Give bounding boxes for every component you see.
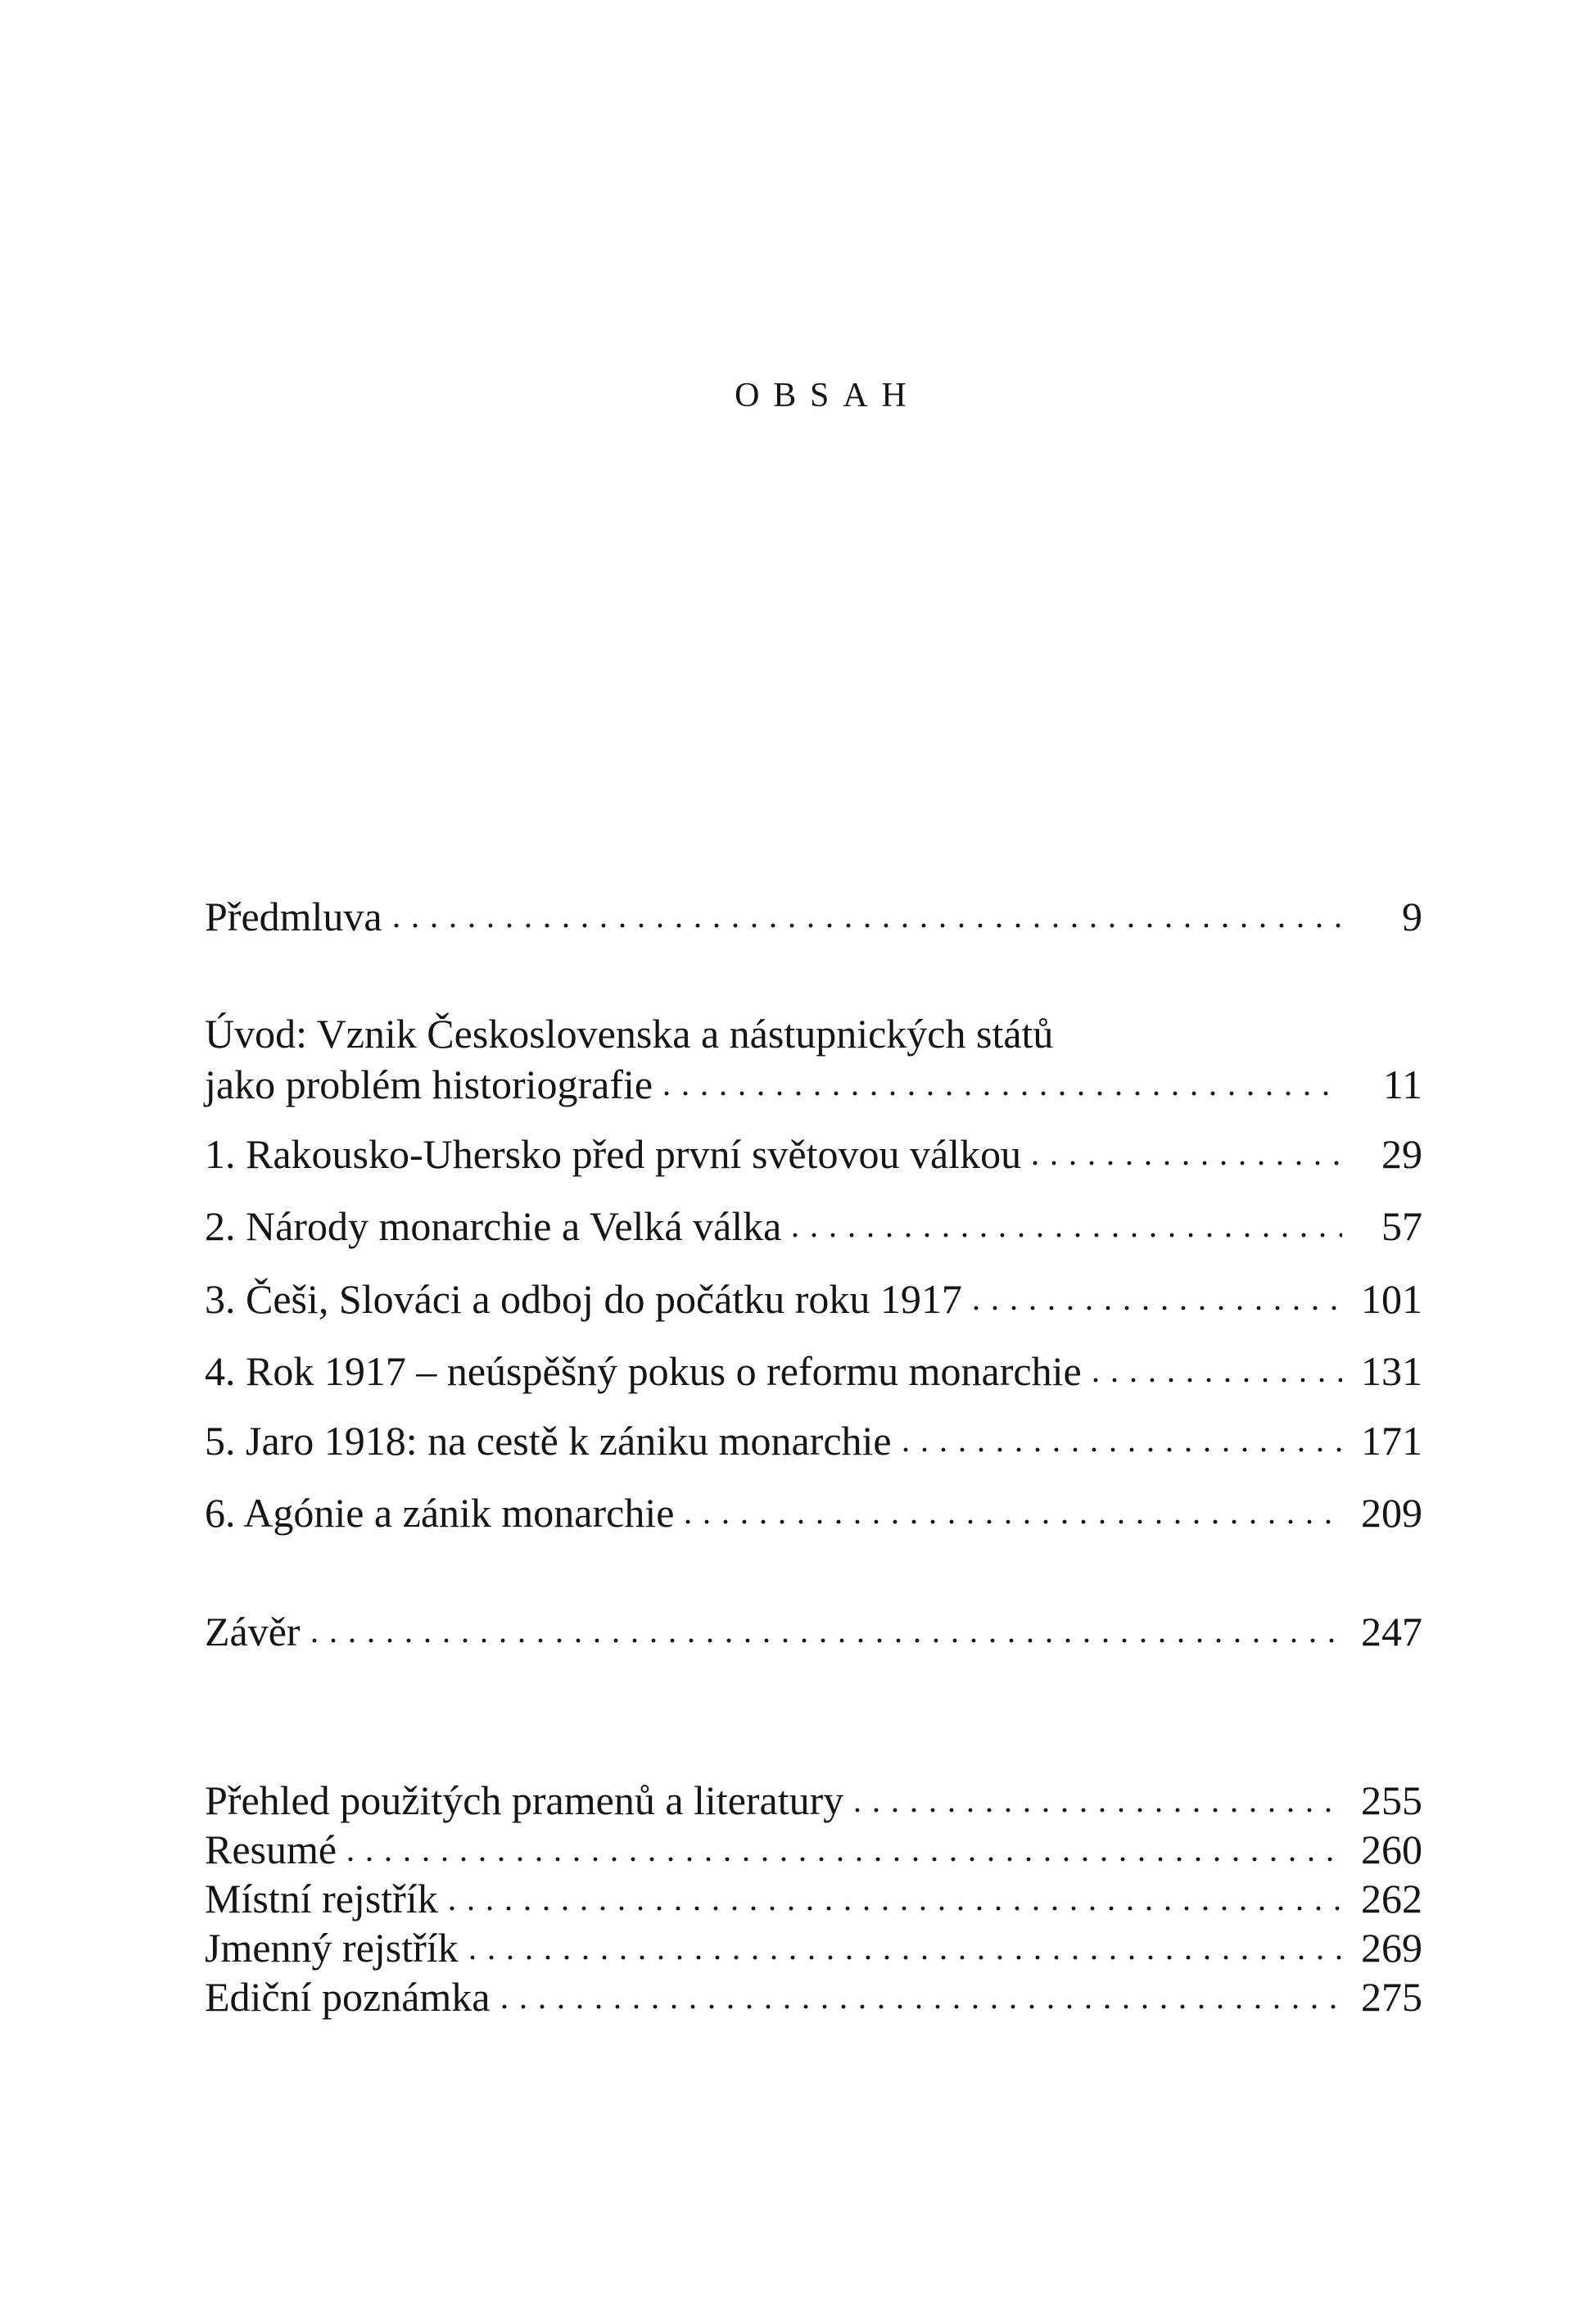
toc-entry xyxy=(205,1972,1422,2021)
toc-entry xyxy=(205,891,1422,942)
toc-entry-page: 57 xyxy=(1381,1203,1422,1249)
toc-back-matter xyxy=(205,1776,1422,2021)
dot-leader xyxy=(684,1487,1342,1538)
toc-entry-page: 29 xyxy=(1381,1131,1422,1177)
toc-entry xyxy=(205,1415,1422,1466)
table-of-contents xyxy=(205,891,1422,2021)
toc-entry-page: 260 xyxy=(1361,1826,1422,1872)
toc-entry xyxy=(205,1201,1422,1252)
dot-leader xyxy=(902,1415,1342,1466)
toc-entry xyxy=(205,1274,1422,1324)
dot-leader xyxy=(972,1274,1342,1324)
toc-entry xyxy=(205,1008,1422,1110)
toc-entry-page: 255 xyxy=(1361,1777,1422,1823)
toc-entry-label: Místní rejstřík xyxy=(205,1876,438,1921)
dot-leader xyxy=(392,891,1342,942)
toc-entry-page: 209 xyxy=(1361,1490,1422,1536)
toc-entry xyxy=(205,1346,1422,1396)
toc-entry xyxy=(205,1776,1422,1825)
toc-entry-page: 275 xyxy=(1361,1974,1422,2020)
toc-entry xyxy=(205,1874,1422,1923)
toc-entry-page: 247 xyxy=(1361,1609,1422,1654)
toc-entry-page: 101 xyxy=(1361,1276,1422,1322)
dot-leader xyxy=(310,1606,1342,1657)
toc-entry-label: Přehled použitých pramenů a literatury xyxy=(205,1777,844,1823)
toc-entry xyxy=(205,1825,1422,1874)
toc-entry-label: 6. Agónie a zánik monarchie xyxy=(205,1490,675,1536)
dot-leader xyxy=(1031,1129,1342,1179)
toc-entry-label: 1. Rakousko-Uhersko před první světovou válkou xyxy=(205,1131,1022,1177)
dot-leader xyxy=(468,1923,1342,1972)
toc-entry-label: 2. Národy monarchie a Velká válka xyxy=(205,1203,782,1249)
toc-entry-page: 262 xyxy=(1361,1876,1422,1921)
toc-entry-label: Ediční poznámka xyxy=(205,1974,491,2020)
toc-entry-label: Předmluva xyxy=(205,894,382,939)
page-title: OBSAH xyxy=(735,377,920,414)
dot-leader xyxy=(662,1059,1342,1110)
toc-entry xyxy=(205,1487,1422,1538)
toc-entry xyxy=(205,1129,1422,1179)
dot-leader xyxy=(500,1972,1343,2021)
dot-leader xyxy=(1092,1346,1342,1396)
toc-entry-label: Resumé xyxy=(205,1826,337,1872)
dot-leader xyxy=(853,1776,1342,1825)
toc-entry-page: 9 xyxy=(1402,894,1422,939)
toc-entry-page: 131 xyxy=(1361,1348,1422,1394)
toc-entry-page: 269 xyxy=(1361,1925,1422,1971)
toc-entry-label: Závěr xyxy=(205,1609,301,1654)
toc-entry-label: 5. Jaro 1918: na cestě k zániku monarchie xyxy=(205,1418,892,1464)
toc-entry-page: 171 xyxy=(1361,1418,1422,1464)
dot-leader xyxy=(448,1874,1342,1923)
toc-entry xyxy=(205,1606,1422,1657)
toc-entry-label: Jmenný rejstřík xyxy=(205,1925,459,1971)
toc-entry-label: 3. Češi, Slováci a odboj do počátku roku 1917 xyxy=(205,1276,962,1322)
toc-entry-continuation xyxy=(205,1059,1422,1110)
toc-entry-label: Úvod: Vznik Československa a nástupnických států xyxy=(205,1011,1054,1057)
toc-entry-page: 11 xyxy=(1382,1061,1422,1107)
toc-entry xyxy=(205,1923,1422,1972)
dot-leader xyxy=(346,1825,1342,1874)
toc-entry-label: 4. Rok 1917 – neúspěšný pokus o reformu monarchie xyxy=(205,1348,1082,1394)
toc-entry-label: jako problém historiografie xyxy=(205,1061,653,1107)
dot-leader xyxy=(791,1201,1342,1252)
